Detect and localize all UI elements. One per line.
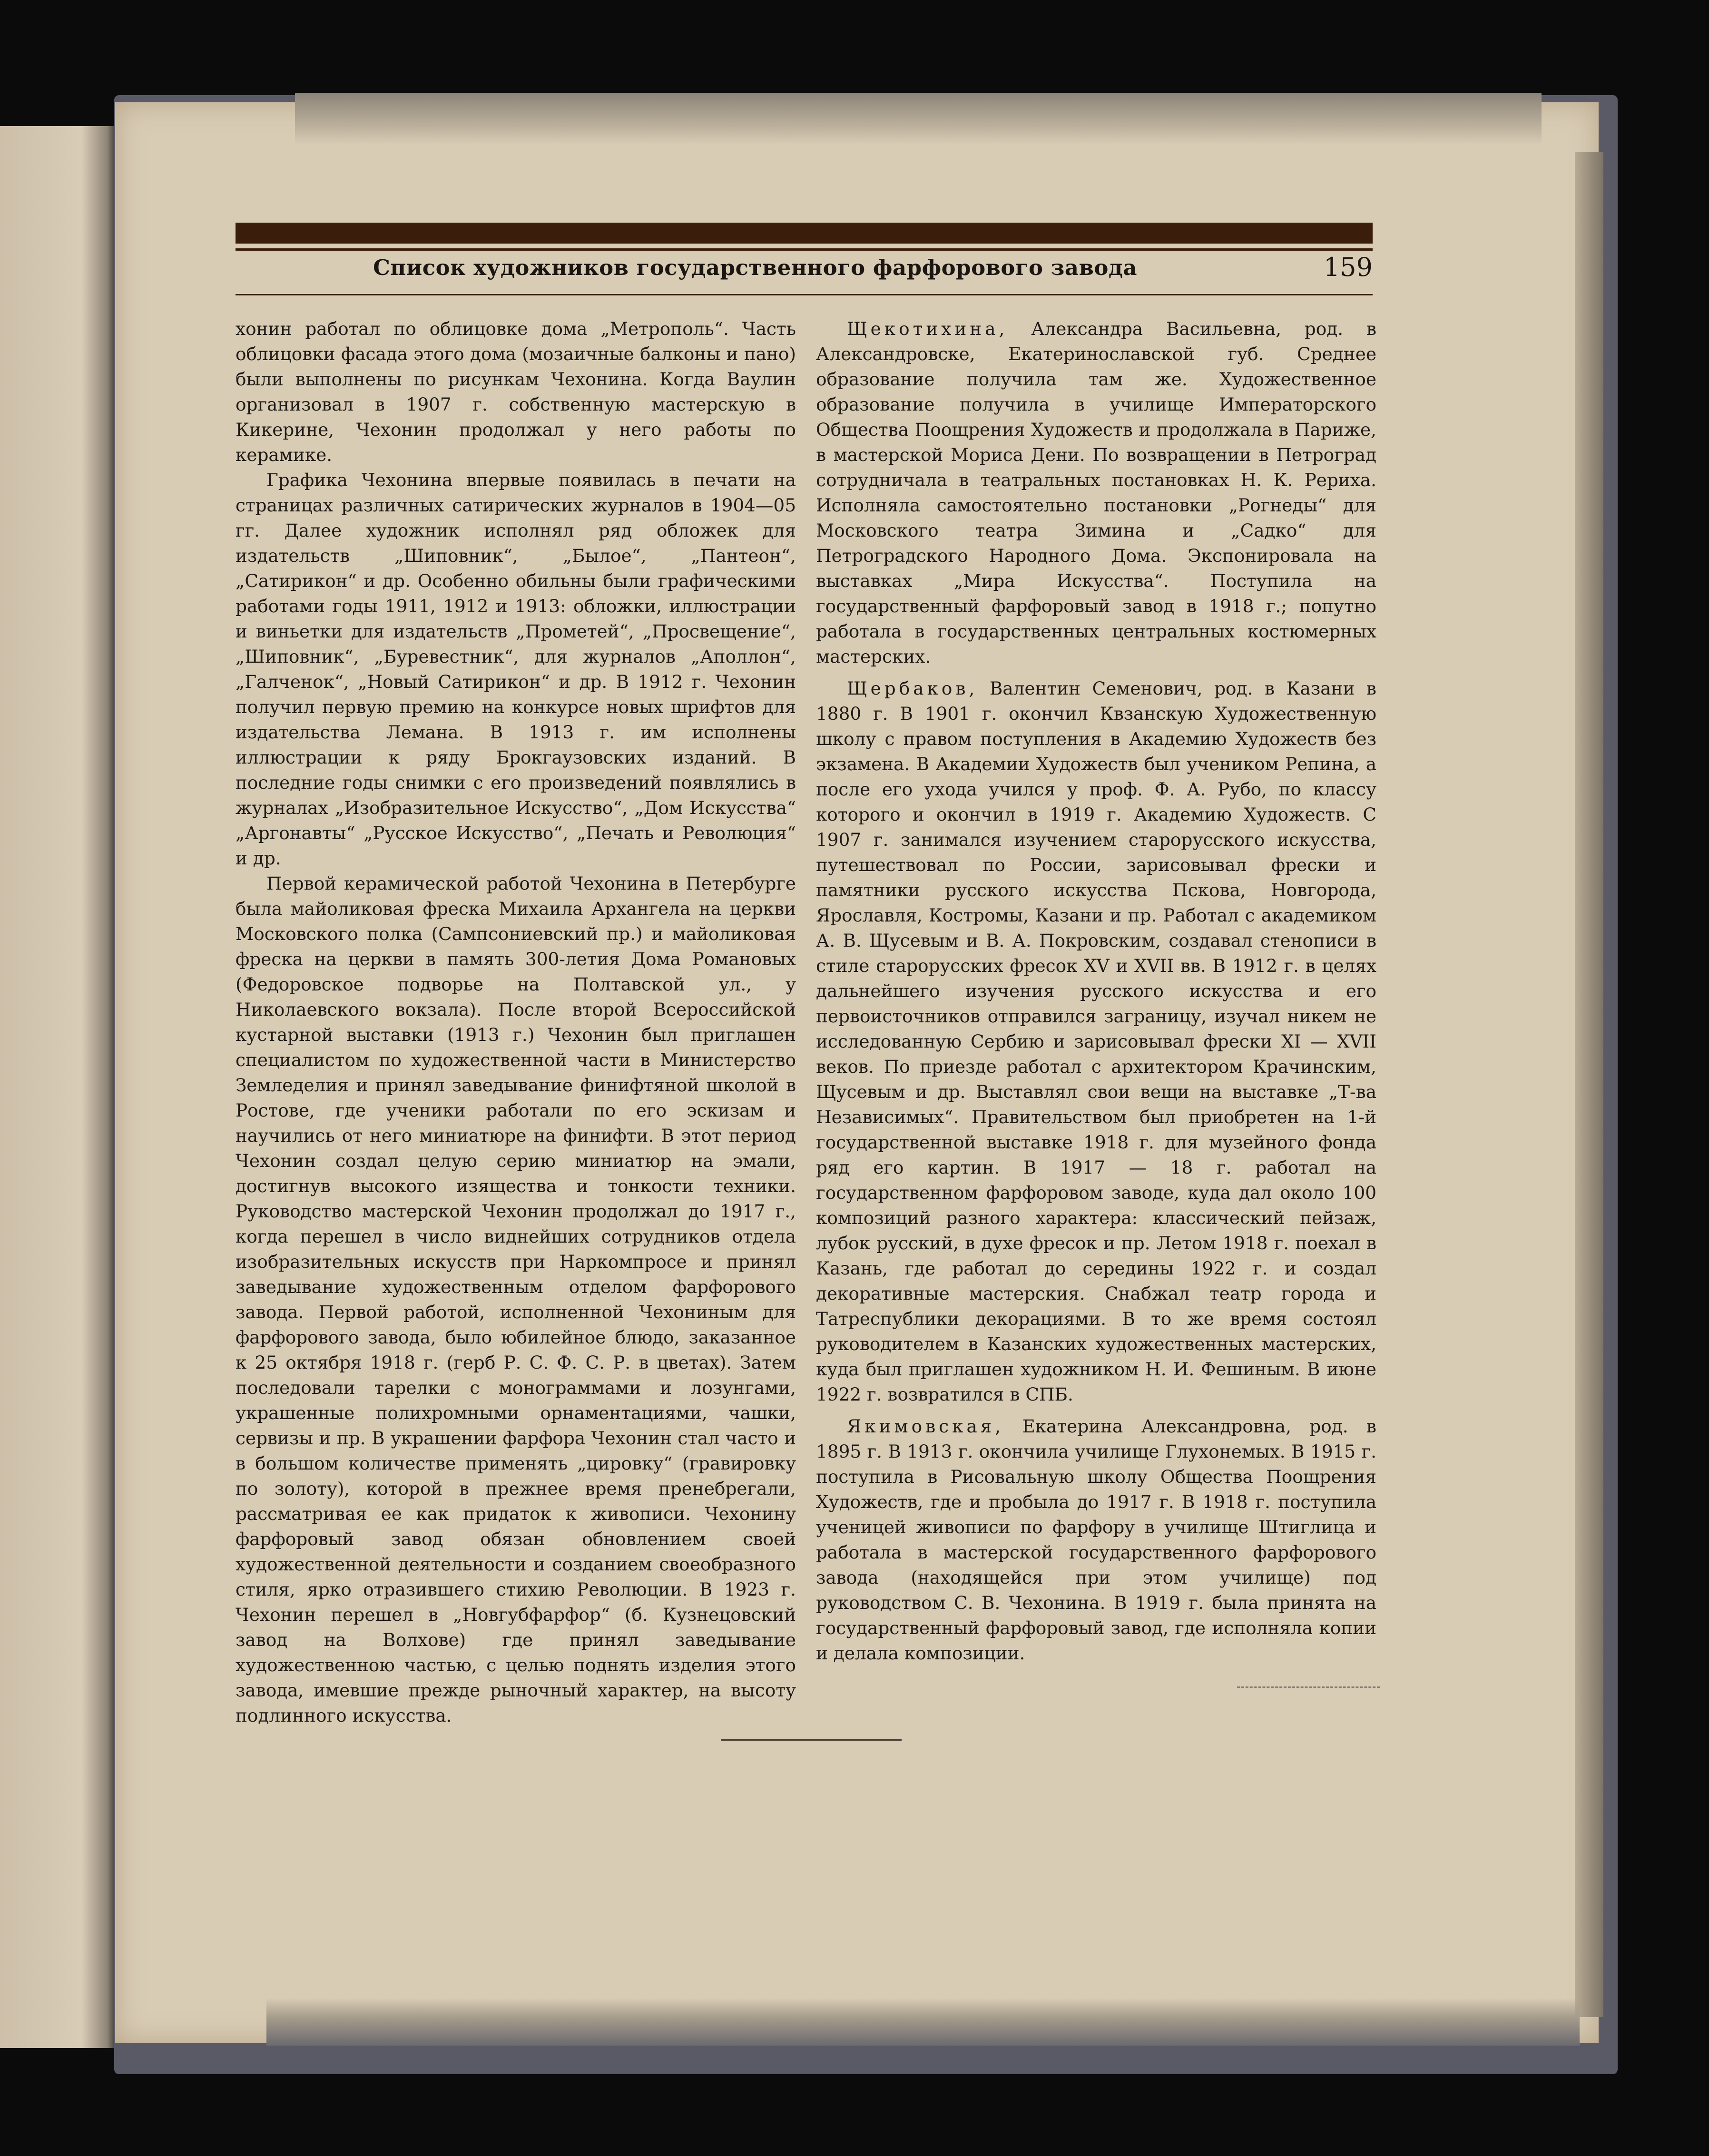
column-end-dashes bbox=[1237, 1686, 1380, 1688]
torn-top-edge bbox=[295, 93, 1542, 145]
paragraph: Первой керамической работой Чехонина в Петербурге была майоликовая фреска Михаила Архангела на церкви Московского полка (Сампсониевский пр.) и майоликовая фреска на церкви в память 300-летия Дома Романовых (Федоровское подворье на Полтавской ул., у Николаевского вокзала). После второй Всероссийской кустарной выставки (1913 г.) Чехонин был приглашен специалистом по художественной части в Министерство Земледелия и принял заведывание финифтяной школой в Ростове, где ученики работали по его эскизам и научились от него миниатюре на финифти. В этот период Чехонин создал целую серию миниатюр на эмали, достигнув высокого изящества и тонкости техники. Руководство мастерской Чехонин продолжал до 1917 г., когда перешел в число виднейших сотрудников отдела изобразительных искусств при Наркомпросе и принял заведывание художественным отделом фарфорового завода. Первой работой, исполненной Чехониным для фарфорового завода, было юбилейное блюдо, заказанное к 25 октября 1918 г. (герб Р. С. Ф. С. Р. в цветах). Затем последовали тарелки с монограммами и лозунгами, украшенные полихромными орнаментациями, чашки, сервизы и пр. В украшении фарфора Чехонин стал часто и в большом количестве применять „цировку“ (гравировку по золоту), которой в прежнее время пренебрегали, рассматривая ее как придаток к живописи. Чехонину фарфоровый завод обязан обновлением своей художественной деятельности и созданием своеобразного стиля, ярко отразившего стихию Революции. В 1923 г. Чехонин перешел в „Новгубфарфор“ (б. Кузнецовский завод на Волхове) где принял заведывание художественною частью, с целью поднять изделия этого завода, имевшие прежде рыночный характер, на высоту подлинного искусства. bbox=[236, 873, 796, 1726]
right-column bbox=[816, 316, 1376, 1666]
entry-name: Щербаков, bbox=[847, 678, 978, 699]
running-header: Список художников государственного фарфорового завода bbox=[373, 255, 1137, 280]
entry-name: Якимовская, bbox=[847, 1416, 1004, 1437]
entry-text: Валентин Семенович, род. в Казани в 1880 г. В 1901 г. окончил Квзанскую Художественную школу с правом поступления в Академию Художеств без экзамена. В Академии Художеств был учеником Репина, а после его ухода учился у проф. Ф. А. Рубо, по классу которого и окончил в 1919 г. Академию Художеств. С 1907 г. занимался изучением старорусского искусства, путешествовал по России, зарисовывал фрески и памятники русского искусства Пскова, Новгорода, Ярославля, Костромы, Казани и пр. Работал с академиком А. В. Щусевым и В. А. Покровским, создавал стенописи в стиле старорусских фресок XV и XVII вв. В 1912 г. в целях дальнейшего изучения русского искусства и его первоисточников отправился заграницу, изучал никем не исследованную Сербию и зарисовывал фрески XI — XVII веков. По приезде работал с архитектором Крачинским, Щусевым и др. Выставлял свои вещи на выставке „Т-ва Независимых“. Правительством был приобретен на 1-й государственной выставке 1918 г. для музейного фонда ряд его картин. В 1917 — 18 г. работал на государственном фарфоровом заводе, куда дал около 100 композиций разного характера: классический пейзаж, лубок русский, в духе фресок и пр. Летом 1918 г. поехал в Казань, где работал до середины 1922 г. и создал декоративные мастерския. Снабжал театр города и Татреспублики декорациями. В то же время состоял руководителем в Казанских художественных мастерских, куда был приглашен художником Н. И. Фешиным. В июне 1922 г. возвратился в СПБ. bbox=[816, 678, 1376, 1405]
entry-shchekotikhina bbox=[816, 316, 1376, 669]
header-rule-lower bbox=[236, 294, 1373, 295]
page-right-edge bbox=[1575, 152, 1603, 2017]
entry-text: Александра Васильевна, род. в Александровске, Екатеринославской губ. Среднее образование получила там же. Художественное образование получила в училище Императорского Общества Поощрения Художеств и продолжала в Париже, в мастерской Мориса Дени. По возвращении в Петроград сотрудничала в театральных постановках Н. К. Рериха. Исполняла самостоятельно постановки „Рогнеды“ для Московского театра Зимина и „Садко“ для Петроградского Народного Дома. Экспонировала на выставках „Мира Искусства“. Поступила на государственный фарфоровый завод в 1918 г.; попутно работала в государственных центральных костюмерных мастерских. bbox=[816, 318, 1377, 667]
header-rule-upper bbox=[236, 248, 1373, 251]
paragraph: хонин работал по облицовке дома „Метрополь“. Часть облицовки фасада этого дома (мозаичные балконы и пано) были выполнены по рисункам Чехонина. Когда Ваулин организовал в 1907 г. собственную мастерскую в Кикерине, Чехонин продолжал у него работы по керамике. bbox=[236, 318, 796, 465]
entry-shcherbakov bbox=[816, 676, 1376, 1407]
entry-name: Щекотихина, bbox=[847, 318, 1008, 339]
paragraph: Графика Чехонина впервые появилась в печати на страницах различных сатирических журналов в 1904—05 гг. Далее художник исполнял ряд обложек для издательств „Шиповник“, „Былое“, „Пантеон“, „Сатирикон“ и др. Особенно обильны были графическими работами годы 1911, 1912 и 1913: обложки, иллюстрации и виньетки для издательств „Прометей“, „Просвещение“, „Шиповник“, „Буревестник“, для журналов „Аполлон“, „Галченок“, „Новый Сатирикон“ и др. В 1912 г. Чехонин получил первую премию на конкурсе новых шрифтов для издательства Лемана. В 1913 г. им исполнены иллюстрации к ряду Брокгаузовских изданий. В последние годы снимки с его произведений появлялись в журналах „Изобразительное Искусство“, „Дом Искусства“ „Аргонавты“ „Русское Искусство“, „Печать и Революция“ и др. bbox=[236, 470, 796, 869]
end-of-section-rule bbox=[721, 1739, 902, 1741]
header-rule-thick bbox=[236, 223, 1373, 244]
page-number: 159 bbox=[1323, 252, 1373, 282]
left-column bbox=[236, 316, 796, 1728]
torn-bottom-edge bbox=[266, 1998, 1580, 2046]
entry-yakimovskaya bbox=[816, 1414, 1376, 1666]
previous-page-edge bbox=[0, 126, 117, 2048]
entry-text: Екатерина Александровна, род. в 1895 г. В 1913 г. окончила училище Глухонемых. В 1915 г. поступила в Рисовальную школу Общества Поощрения Художеств, где и пробыла до 1917 г. В 1918 г. поступила ученицей живописи по фарфору в училище Штиглица и работала в мастерской государственного фарфорового завода (находящейся при этом училище) под руководством С. В. Чехонина. В 1919 г. была принята на государственный фарфоровый завод, где исполняла копии и делала композиции. bbox=[816, 1416, 1376, 1664]
